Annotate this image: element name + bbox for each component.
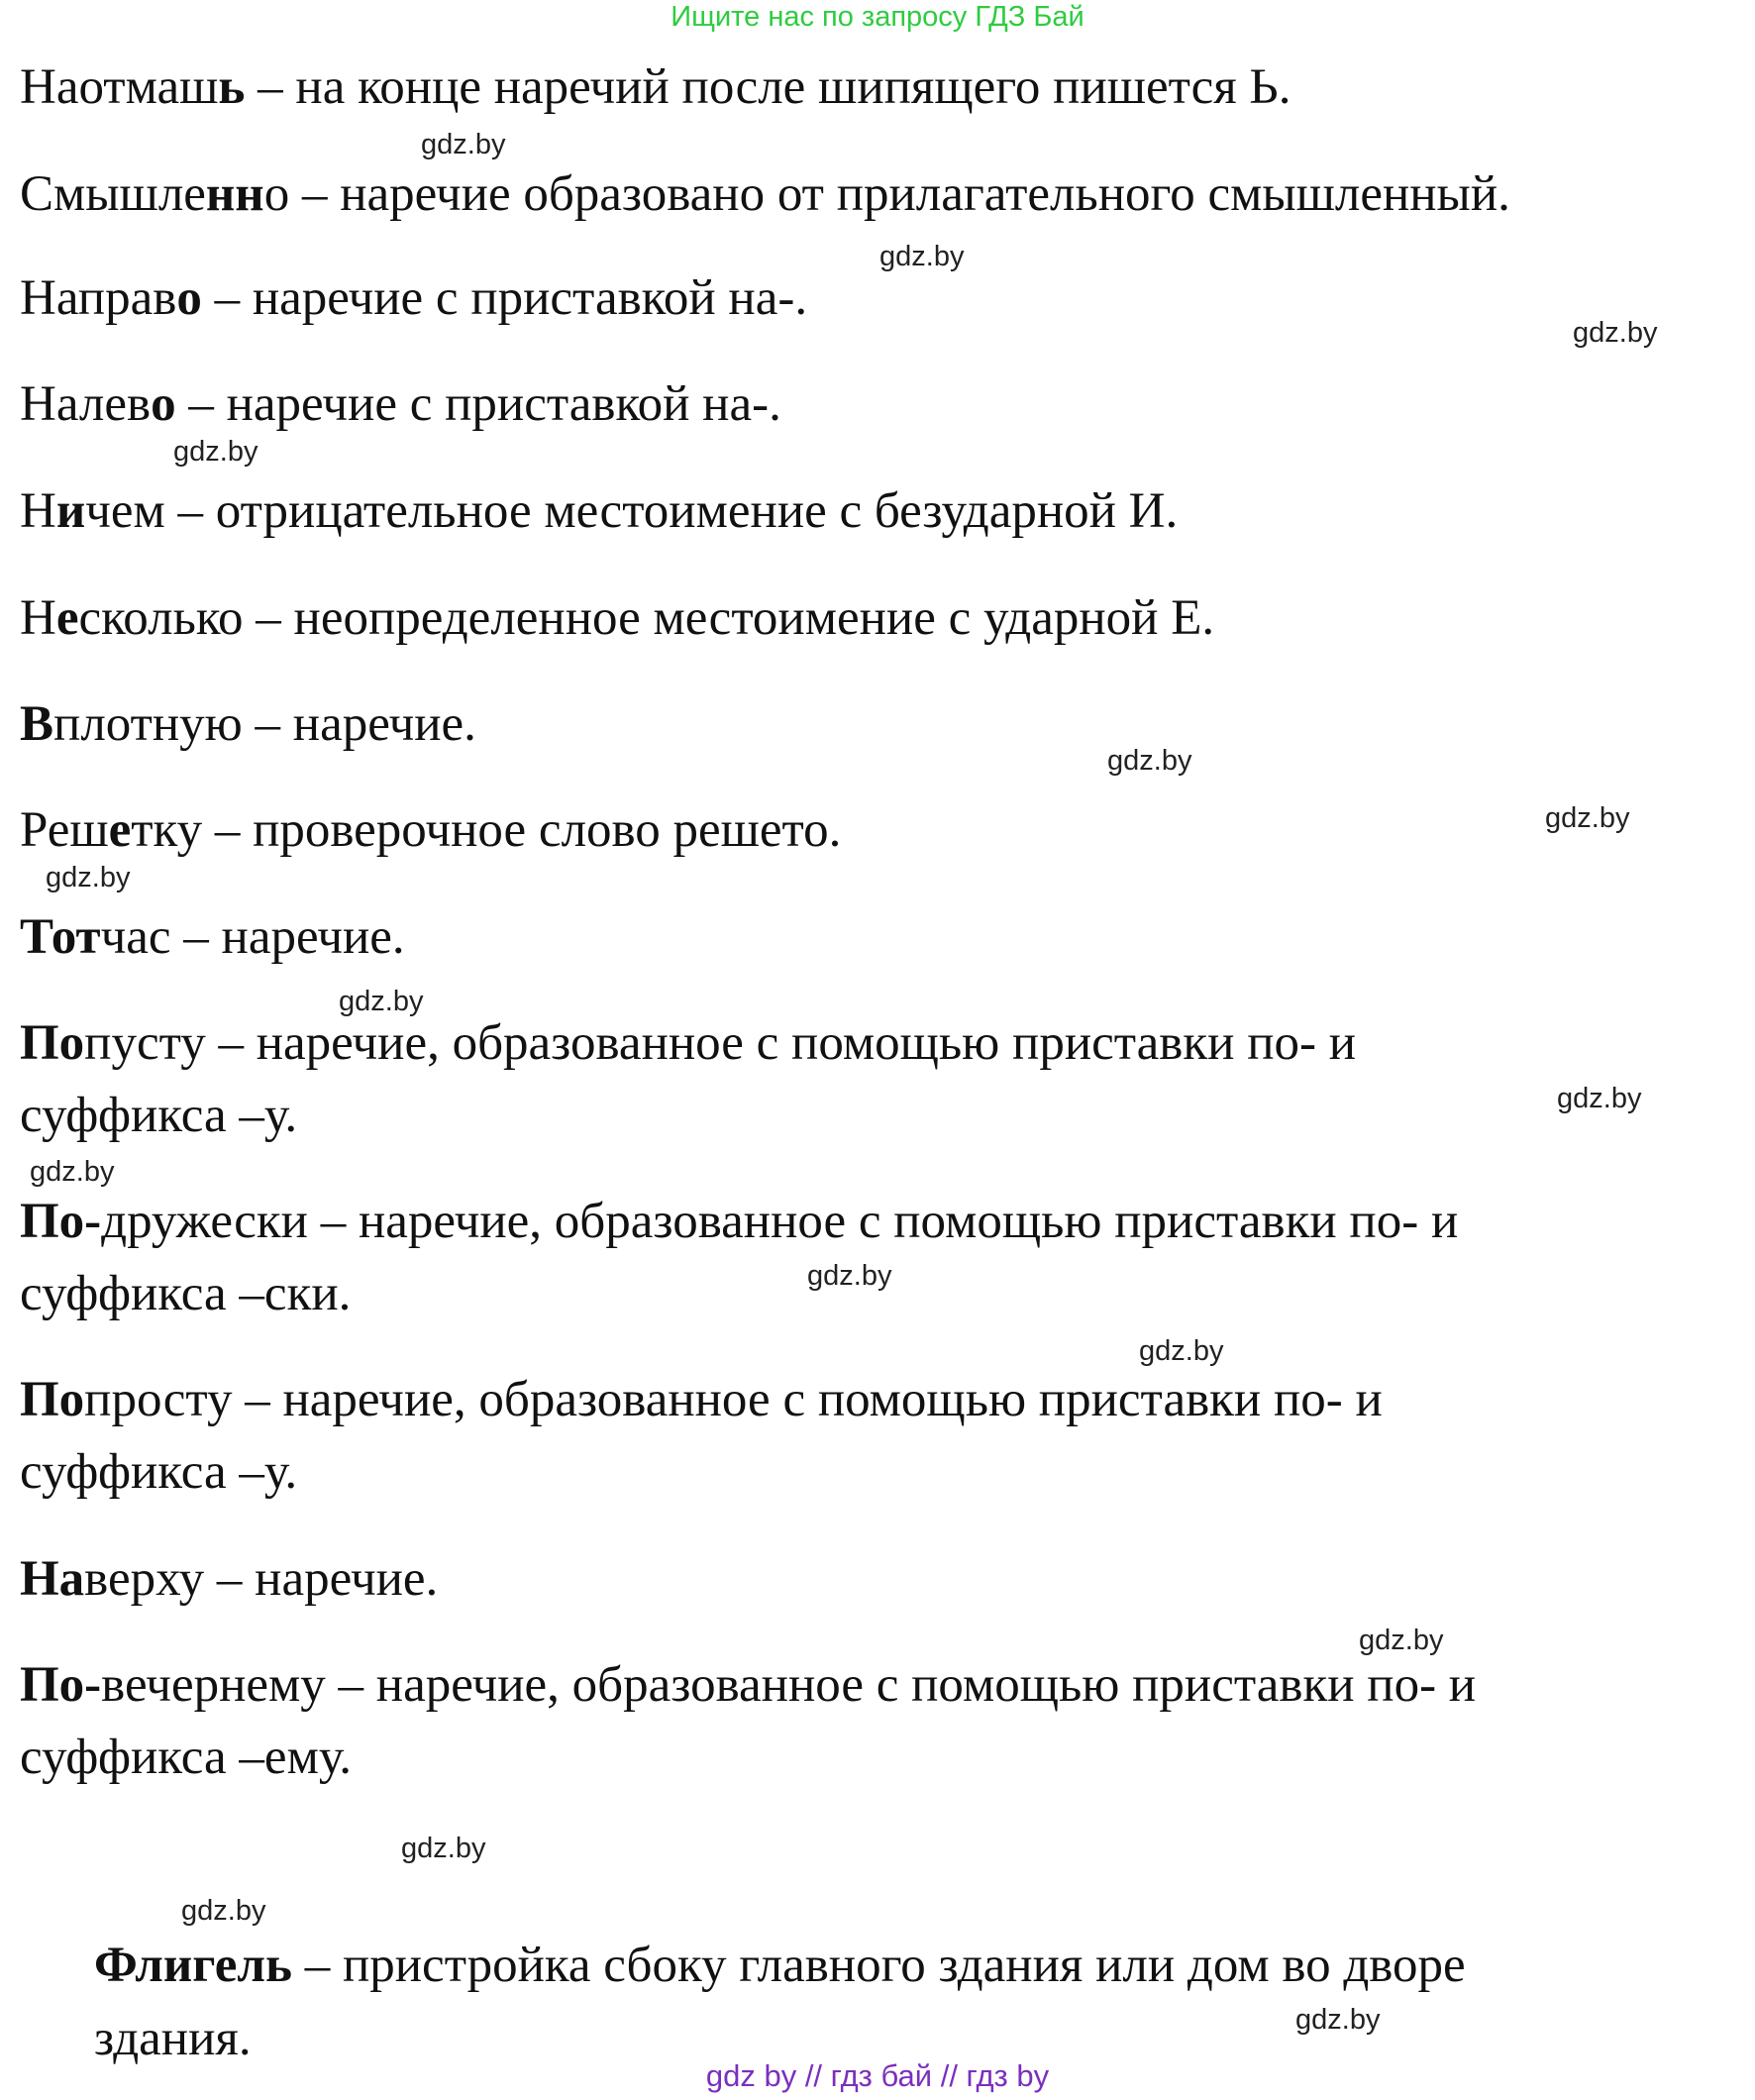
entry-napravo: Направо – наречие с приставкой на-. [20, 270, 808, 326]
entry-fligel-line2: здания. [94, 2011, 252, 2066]
watermark: gdz.by [173, 436, 258, 468]
footer-banner[interactable]: gdz by // гдз бай // гдз by [705, 2058, 1050, 2093]
watermark: gdz.by [46, 862, 131, 893]
entry-po-druzheski-line2: суффикса –ски. [20, 1266, 352, 1321]
watermark: gdz.by [421, 129, 506, 160]
entry-reshetku: Решетку – проверочное слово решето. [20, 802, 842, 858]
entry-vplotnuyu: Вплотную – наречие. [20, 696, 476, 752]
header-banner[interactable]: Ищите нас по запросу ГДЗ Бай [671, 1, 1084, 33]
entry-poprostu-line2: суффикса –у. [20, 1444, 298, 1500]
entry-nichem: Ничем – отрицательное местоимение с безударной И. [20, 483, 1179, 539]
entry-nalevo: Налево – наречие с приставкой на-. [20, 376, 781, 432]
watermark: gdz.by [1557, 1083, 1642, 1114]
entry-po-vechernemu: По-вечернему – наречие, образованное с помощью приставки по- и [20, 1657, 1477, 1713]
entry-popustu-line2: суффикса –у. [20, 1088, 298, 1143]
entry-poprostu: Попросту – наречие, образованное с помощью приставки по- и [20, 1372, 1383, 1427]
entry-po-druzheski: По-дружески – наречие, образованное с помощью приставки по- и [20, 1194, 1459, 1249]
watermark: gdz.by [807, 1260, 892, 1292]
entry-naotmash: Наотмашь – на конце наречий после шипящего пишется Ь. [20, 59, 1291, 115]
entry-neskolko: Несколько – неопределенное местоимение с ударной Е. [20, 590, 1215, 646]
watermark: gdz.by [1573, 317, 1658, 349]
watermark: gdz.by [401, 1833, 486, 1864]
watermark: gdz.by [181, 1895, 266, 1927]
watermark: gdz.by [1107, 745, 1192, 777]
entry-naverkhu: Наверху – наречие. [20, 1551, 439, 1607]
entry-fligel: Флигель – пристройка сбоку главного здания или дом во дворе [94, 1938, 1466, 1993]
watermark: gdz.by [1139, 1335, 1224, 1367]
watermark: gdz.by [1545, 802, 1630, 834]
watermark: gdz.by [1359, 1625, 1444, 1656]
entry-totchas: Тотчас – наречие. [20, 909, 405, 965]
watermark: gdz.by [1295, 2004, 1381, 2036]
watermark: gdz.by [339, 986, 424, 1017]
entry-smyshlenno: Смышленно – наречие образовано от прилагательного смышленный. [20, 166, 1510, 222]
watermark: gdz.by [879, 241, 965, 272]
watermark: gdz.by [30, 1156, 115, 1188]
entry-popustu: Попусту – наречие, образованное с помощью приставки по- и [20, 1015, 1357, 1071]
entry-po-vechernemu-line2: суффикса –ему. [20, 1730, 352, 1785]
